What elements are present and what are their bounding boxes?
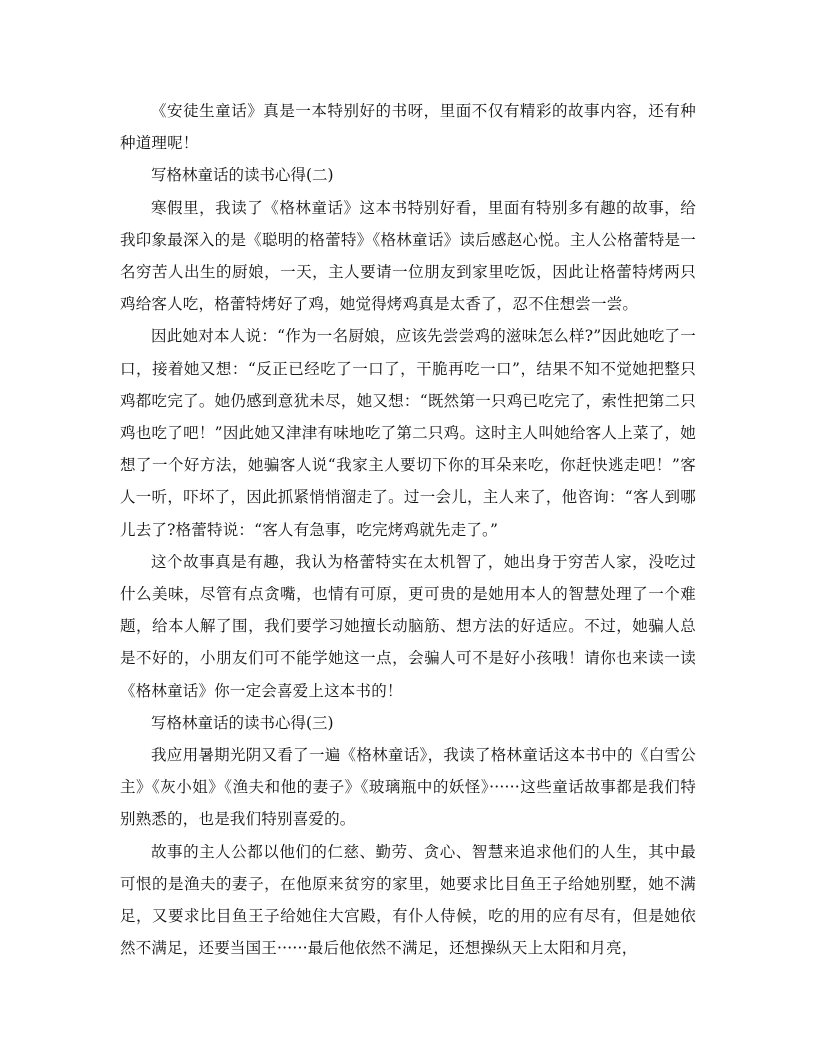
document-page (120, 95, 696, 964)
paragraph-summer-reading: 我应用暑期光阴又看了一遍《格林童话》，我读了格林童话这本书中的《白雪公主》《灰小姐》《渔夫和他的妻子》《玻璃瓶中的妖怪》······这些童话故事都是我们特别熟悉的，也是我们特别喜爱的。 (120, 746, 696, 829)
paragraph-reflection: 这个故事真是有趣，我认为格蕾特实在太机智了，她出身于穷苦人家，没吃过什么美味，尽管有点贪嘴，也情有可原，更可贵的是她用本人的智慧处理了一个难题，给本人解了围，我们要学习她擅长动脑筋、想方法的好适应。不过，她骗人总是不好的，小朋友们可不能学她这一点，会骗人可不是好小孩哦！请你也来读一读《格林童话》你一定会喜爱上这本书的！ (120, 552, 696, 700)
paragraph-story-details: 因此她对本人说：“作为一名厨娘，应该先尝尝鸡的滋味怎么样?”因此她吃了一口，接着她又想：“反正已经吃了一口了，干脆再吃一口”，结果不知不觉她把整只鸡都吃完了。她仍感到意犹未尽，她又想：“既然第一只鸡已吃完了，索性把第二只鸡也吃了吧！”因此她又津津有味地吃了第二只鸡。这时主人叫她给客人上菜了，她想了一个好方法，她骗客人说“我家主人要切下你的耳朵来吃，你赶快逃走吧！”客人一听，吓坏了，因此抓紧悄悄溜走了。过一会儿，主人来了，他咨询：“客人到哪儿去了?格蕾特说：“客人有急事，吃完烤鸡就先走了。” (120, 327, 696, 539)
section-heading-two: 写格林童话的读书心得(二) (151, 166, 334, 185)
paragraph-fisherman-wife: 故事的主人公都以他们的仁慈、勤劳、贪心、智慧来追求他们的人生，其中最可恨的是渔夫的妻子，在他原来贫穷的家里，她要求比目鱼王子给她别墅，她不满足，又要求比目鱼王子给她住大宫殿，有仆人侍候，吃的用的应有尽有，但是她依然不满足，还要当国王······最后他依然不满足，还想操纵天上太阳和月亮， (120, 842, 696, 958)
section-heading-three: 写格林童话的读书心得(三) (151, 713, 334, 732)
paragraph-winter-reading: 寒假里，我读了《格林童话》这本书特别好看，里面有特别多有趣的故事，给我印象最深入的是《聪明的格蕾特》《格林童话》读后感赵心悦。主人公格蕾特是一名穷苦人出生的厨娘，一天，主人要请一位朋友到家里吃饭，因此让格蕾特烤两只鸡给客人吃，格蕾特烤好了鸡，她觉得烤鸡真是太香了，忍不住想尝一尝。 (120, 198, 696, 314)
paragraph-intro: 《安徒生童话》真是一本特别好的书呀，里面不仅有精彩的故事内容，还有种种道理呢！ (120, 102, 696, 153)
